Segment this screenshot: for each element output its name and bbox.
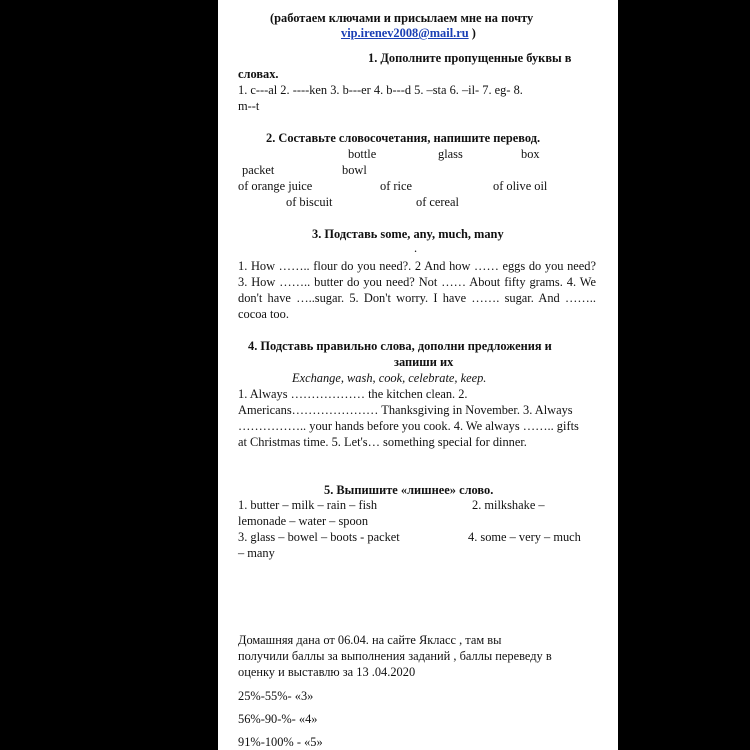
grade-3-range: 25%-55%- «3» xyxy=(238,689,314,703)
word-of-biscuit: of biscuit xyxy=(286,195,333,209)
task5-title: 5. Выпишите «лишнее» слово. xyxy=(324,483,494,497)
word-bowl: bowl xyxy=(342,163,367,177)
task1-items-cont: m--t xyxy=(238,99,260,113)
task1-items: 1. c---al 2. ----ken 3. b---er 4. b---d 5. –sta 6. –il- 7. eg- 8. xyxy=(238,83,523,97)
word-of-orange-juice: of orange juice xyxy=(238,179,313,193)
task4-text: 1. Always ……………… the kitchen clean. 2. Americans………………… Thanksgiving in November. 3. Always …………….. your hands before you cook. 4. We always …….. gifts at Christmas time. 5. Let's… something special for dinner. xyxy=(238,387,579,449)
task5-item4: 4. some – very – much xyxy=(468,530,581,544)
email-link[interactable]: vip.irenev2008@mail.ru xyxy=(341,26,469,40)
footer-note-line2: получили баллы за выполнения заданий , баллы переведу в xyxy=(238,649,552,663)
task5-item1: 1. butter – milk – rain – fish xyxy=(238,498,378,512)
word-of-rice: of rice xyxy=(380,179,412,193)
word-packet: packet xyxy=(242,163,275,177)
header-email-line xyxy=(341,25,476,41)
word-of-olive-oil: of olive oil xyxy=(493,179,548,193)
word-of-cereal: of cereal xyxy=(416,195,459,209)
task4-title: 4. Подставь правильно слова, дополни предложения и xyxy=(248,339,552,353)
header-instruction: (работаем ключами и присылаем мне на почту xyxy=(270,11,534,25)
task5-item1-cont: lemonade – water – spoon xyxy=(238,514,369,528)
task5-item3: 3. glass – bowel – boots - packet xyxy=(238,530,400,544)
footer-note-line1: Домашняя дана от 06.04. на сайте Якласс , там вы xyxy=(238,633,502,647)
task4-title-cont: запиши их xyxy=(394,355,454,369)
footer-note-line3: оценку и выставлю за 13 .04.2020 xyxy=(238,665,416,679)
header-close-paren: ) xyxy=(471,26,476,40)
grade-5-range: 91%-100% - «5» xyxy=(238,735,323,749)
word-bottle: bottle xyxy=(348,147,377,161)
task3-title: 3. Подставь some, any, much, many xyxy=(312,227,504,241)
task3-text: 1. How …….. flour do you need?. 2 And how …… eggs do you need? 3. How …….. butter do you need? Not …… About fifty grams. 4. We don't have …..sugar. 5. Don't worry. I have ……. sugar. And …….. cocoa too. xyxy=(238,259,596,321)
task5-item4-cont: – many xyxy=(238,546,275,560)
task3-dot: . xyxy=(414,241,418,255)
task1-title-cont: словах. xyxy=(238,67,279,81)
word-box: box xyxy=(521,147,540,161)
task4-word-bank: Exchange, wash, cook, celebrate, keep. xyxy=(292,371,487,385)
task5-item2: 2. milkshake – xyxy=(472,498,545,512)
grade-4-range: 56%-90-%- «4» xyxy=(238,712,318,726)
document-page xyxy=(218,0,618,750)
task1-title: 1. Дополните пропущенные буквы в xyxy=(368,51,572,65)
task2-title: 2. Составьте словосочетания, напишите перевод. xyxy=(266,131,541,145)
word-glass: glass xyxy=(438,147,463,161)
